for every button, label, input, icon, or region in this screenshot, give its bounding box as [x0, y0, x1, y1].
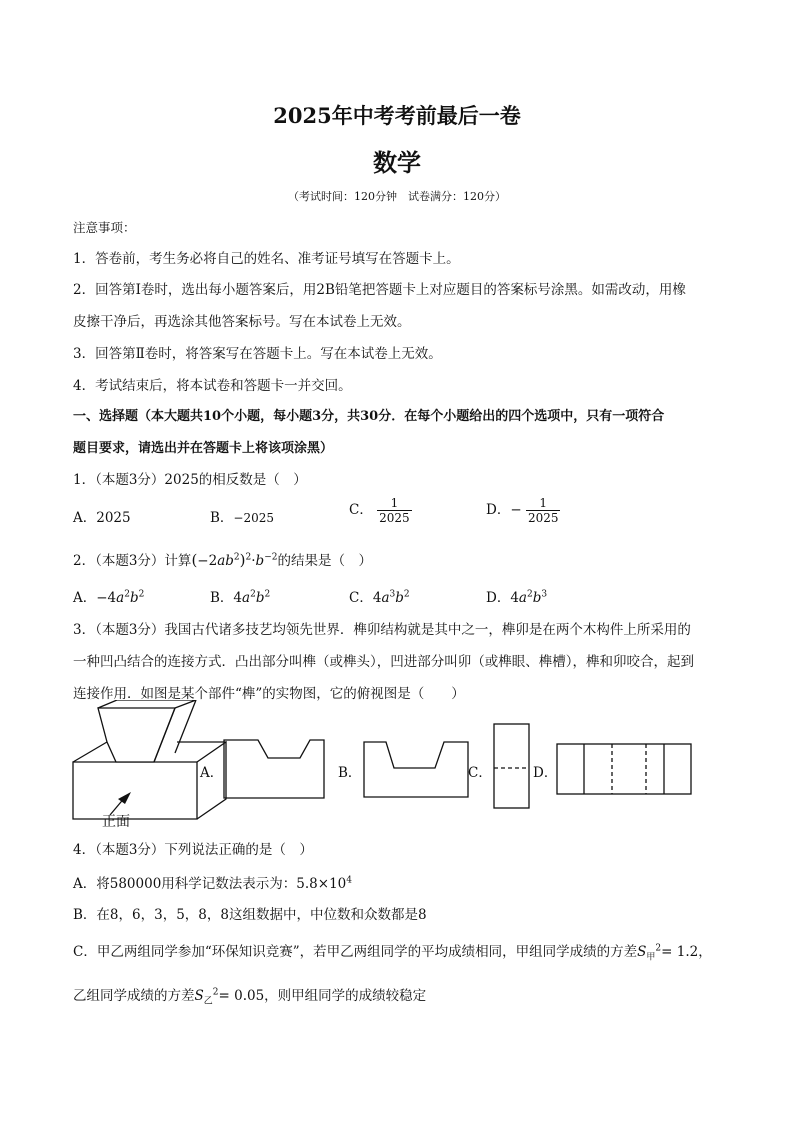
note-item-2: 2．回答第Ⅰ卷时，选出每小题答案后，用2B铅笔把答题卡上对应题目的答案标号涂黑。如需改动，用橡	[73, 282, 686, 298]
q4-option-a: A．将580000用科学记数法表示为：$5.8\times 10^4$	[73, 875, 352, 892]
q1-option-b: B．−2025	[210, 510, 275, 526]
notes-heading: 注意事项：	[73, 220, 136, 235]
q3-option-b-figure	[364, 742, 468, 797]
q1-d-fraction: $\frac{1}{2025}$	[527, 496, 559, 525]
q3-figures	[60, 700, 710, 835]
q3-option-b-label: B．	[338, 765, 362, 781]
q4-option-c-line2: 乙组同学成绩的方差$S_乙^2= 0.05$，则甲组同学的成绩较稳定	[73, 987, 427, 1007]
q1-stem: 1．（本题3分）2025的相反数是（ ）	[73, 472, 307, 488]
q2-option-a: A．$-4a^2b^2$	[73, 589, 145, 606]
q2-option-c: C．$4a^3b^2$	[349, 589, 410, 606]
q3-line3: 连接作用．如图是某个部件“榫”的实物图，它的俯视图是（ ）	[73, 686, 465, 702]
q4-stem: 4．（本题3分）下列说法正确的是（ ）	[73, 842, 313, 858]
front-label: 正面	[102, 814, 130, 830]
front-arrow	[110, 792, 131, 815]
q1-option-c: C． $\frac{1}{2025}$	[349, 496, 410, 525]
q3-option-d-label: D．	[533, 765, 558, 781]
q3-option-a-figure	[224, 740, 324, 798]
q3-option-c-label: C．	[468, 765, 492, 781]
q4-option-b: B．在8，6，3，5，8，8这组数据中，中位数和众数都是8	[73, 907, 427, 923]
q2-option-d: D．$4a^2b^3$	[486, 589, 548, 606]
note-item-2-cont: 皮擦干净后，再选涂其他答案标号。写在本试卷上无效。	[73, 314, 411, 330]
q4-option-c-line1: C．甲乙两组同学参加“环保知识竞赛”，若甲乙两组同学的平均成绩相同，甲组同学成绩的方差$S_甲^2= 1.2$，	[73, 943, 712, 963]
page-title: 2025年中考考前最后一卷	[273, 103, 521, 128]
q2-stem: 2．（本题3分）计算$(-2ab^2)^2\cdot b^{-2}$的结果是（ ）	[73, 551, 372, 569]
note-item-1: 1．答卷前，考生务必将自己的姓名、准考证号填写在答题卡上。	[73, 251, 460, 267]
q3-option-a-label: A．	[200, 765, 224, 781]
q3-line2: 一种凹凸结合的连接方式．凸出部分叫榫（或榫头），凹进部分叫卯（或榫眼、榫槽），榫和卯咬合，起到	[73, 654, 694, 670]
q1-c-fraction: $\frac{1}{2025}$	[379, 496, 410, 525]
exam-info: （考试时间：120分钟 试卷满分：120分）	[288, 190, 506, 203]
q3-option-c-figure	[494, 724, 529, 808]
note-item-4: 4．考试结束后，将本试卷和答题卡一并交回。	[73, 378, 352, 394]
section1-heading-cont: 题目要求，请选出并在答题卡上将该项涂黑）	[73, 441, 334, 456]
subject-title: 数学	[373, 148, 421, 177]
q1-option-d: D．− $\frac{1}{2025}$	[486, 496, 559, 525]
section1-heading: 一、选择题（本大题共10个小题，每小题3分，共30分．在每个小题给出的四个选项中，只有一项符合	[73, 409, 665, 424]
q2-option-b: B．$4a^2b^2$	[210, 589, 271, 606]
tenon-3d-figure	[73, 700, 226, 819]
note-item-3: 3．回答第Ⅱ卷时，将答案写在答题卡上。写在本试卷上无效。	[73, 346, 442, 362]
q3-option-d-figure	[557, 744, 691, 794]
q1-option-a: A．2025	[73, 510, 131, 526]
q3-line1: 3．（本题3分）我国古代诸多技艺均领先世界．榫卯结构就是其中之一，榫卯是在两个木构件上所采用的	[73, 622, 691, 638]
